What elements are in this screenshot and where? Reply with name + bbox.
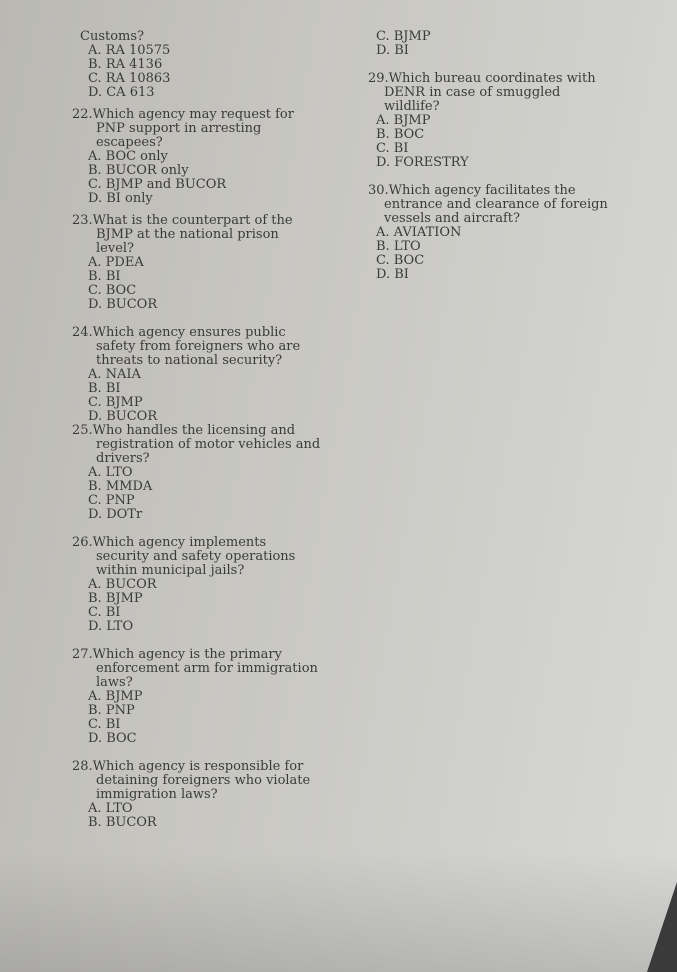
option-b: B. LTO (376, 239, 421, 254)
option-a: A. RA 10575 (88, 43, 171, 58)
option-a: A. LTO (88, 801, 133, 816)
question-text: laws? (96, 675, 133, 690)
option-b: B. BI (88, 269, 121, 284)
option-c: C. BI (88, 717, 121, 732)
option-d: D. BI (376, 267, 409, 282)
right-column (368, 30, 668, 282)
question-text: 25.Who handles the licensing and (72, 423, 296, 438)
question-text: DENR in case of smuggled (384, 85, 561, 100)
option-d: D. DOTr (88, 507, 143, 522)
option-b: B. RA 4136 (88, 57, 163, 72)
option-c: C. PNP (88, 493, 135, 508)
option-a: A. BJMP (88, 689, 143, 704)
question-28 (72, 759, 340, 830)
option-a: A. NAIA (88, 367, 141, 382)
question-text: 28.Which agency is responsible for (72, 759, 304, 774)
question-text: BJMP at the national prison (96, 227, 279, 242)
option-c: C. BOC (376, 253, 425, 268)
question-text: level? (96, 241, 135, 256)
question-30 (368, 184, 668, 282)
question-text: Customs? (80, 29, 145, 44)
option-b: B. BUCOR only (88, 163, 189, 178)
option-d: D. BOC (88, 731, 137, 746)
question-text: PNP support in arresting (96, 121, 262, 136)
question-text: safety from foreigners who are (96, 339, 301, 354)
question-text: escapees? (96, 135, 163, 150)
question-continued (80, 30, 340, 100)
option-c: C. BJMP and BUCOR (88, 177, 227, 192)
option-d: D. BI only (88, 191, 153, 206)
option-b: B. BOC (376, 127, 425, 142)
question-text: detaining foreigners who violate (96, 773, 311, 788)
option-d: D. BUCOR (88, 297, 158, 312)
question-26 (72, 535, 340, 634)
question-27 (72, 647, 340, 746)
question-29 (368, 72, 668, 170)
option-c: C. BI (376, 141, 409, 156)
option-a: A. BOC only (88, 149, 168, 164)
option-c: C. BOC (88, 283, 137, 298)
option-c: C. BJMP (88, 395, 143, 410)
question-text: vessels and aircraft? (384, 211, 520, 226)
question-text: 27.Which agency is the primary (72, 647, 282, 662)
option-d: D. CA 613 (88, 85, 155, 100)
question-text: security and safety operations (96, 549, 296, 564)
option-c: C. BI (88, 605, 121, 620)
question-text: entrance and clearance of foreign (384, 197, 608, 212)
question-text: 23.What is the counterpart of the (72, 213, 293, 228)
question-text: 29.Which bureau coordinates with (368, 71, 596, 86)
option-b: B. BI (88, 381, 121, 396)
option-a: A. LTO (88, 465, 133, 480)
question-text: drivers? (96, 451, 150, 466)
option-b: B. PNP (88, 703, 135, 718)
question-text: 30.Which agency facilitates the (368, 183, 576, 198)
option-a: A. BJMP (376, 113, 431, 128)
option-b: B. MMDA (88, 479, 153, 494)
option-d: D. FORESTRY (376, 155, 469, 170)
question-25 (72, 423, 340, 522)
option-b: B. BJMP (88, 591, 143, 606)
option-a: A. AVIATION (376, 225, 462, 240)
question-text: 26.Which agency implements (72, 535, 267, 550)
option-b: B. BUCOR (88, 815, 157, 830)
option-a: A. BUCOR (88, 577, 157, 592)
question-text: 24.Which agency ensures public (72, 325, 286, 340)
option-c: C. RA 10863 (88, 71, 171, 86)
question-text: within municipal jails? (96, 563, 245, 578)
question-continued-right (368, 30, 668, 58)
question-text: registration of motor vehicles and (96, 437, 321, 452)
left-column (72, 29, 340, 830)
option-c: C. BJMP (376, 29, 431, 44)
option-d: D. BI (376, 43, 409, 58)
question-23 (72, 213, 340, 312)
question-text: immigration laws? (96, 787, 218, 802)
question-text: wildlife? (384, 99, 440, 114)
question-24 (72, 325, 340, 424)
question-text: threats to national security? (96, 353, 283, 368)
question-text: 22.Which agency may request for (72, 107, 294, 122)
option-d: D. BUCOR (88, 409, 158, 424)
option-a: A. PDEA (88, 255, 144, 270)
option-d: D. LTO (88, 619, 134, 634)
question-text: enforcement arm for immigration (96, 661, 318, 676)
page-shadow (0, 852, 677, 972)
question-22 (72, 107, 340, 206)
dark-corner (647, 882, 677, 972)
